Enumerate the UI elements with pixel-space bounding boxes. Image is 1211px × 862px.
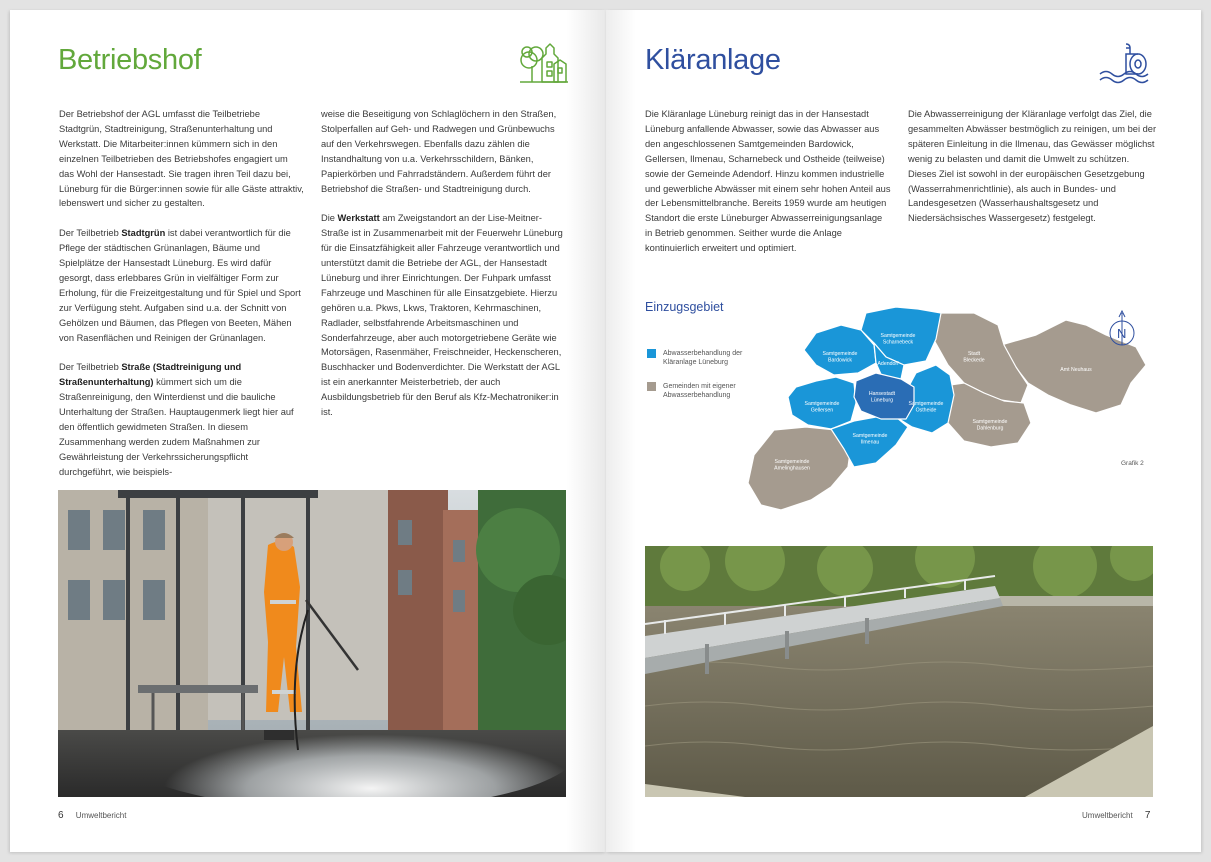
text-column-1	[59, 107, 305, 495]
catchment-map	[736, 295, 1156, 517]
map-title: Einzugsgebiet	[645, 300, 724, 314]
footer-label-right: Umweltbericht	[1082, 811, 1133, 820]
photo-treatment-basin	[645, 546, 1153, 797]
legend-label-blue: Abwasserbehandlung der Kläranlage Lüneburg	[663, 350, 743, 366]
photo-street-cleaning	[58, 490, 566, 797]
svg-text:N: N	[1117, 326, 1127, 341]
legend-label-grey: Gemeinden mit eigener Abwasserbehandlung	[663, 383, 736, 399]
paragraph-strasse: Der Teilbetrieb Straße (Stadtreinigung und Straßenunterhaltung) kümmert sich um die Straßenreinigung, den Winterdienst und die bauliche Unterhaltung der Straßen. Hauptaugenmerk liegt hier auf den öffentlich gewidmeten Straßen. In diesem Zusammenhang werden zudem Maßnahmen zur Gewährleistung der Verkehrssicherungspflicht durchgeführt, wie beispiels-	[59, 362, 294, 477]
paragraph-intro: Der Betriebshof der AGL umfasst die Teilbetriebe Stadtgrün, Stadtreinigung, Straßenunterhaltung und Werkstatt. Die Mitarbeiter:innen kümmern sich in den einzelnen Teilbetrieben des Betriebshofes engagiert um das Wohl der Hansestadt. Sie tragen ihren Teil dazu bei, Lüneburg für die Bürger:innen sowie für alle Gäste attraktiv, lebenswert und sicher zu gestalten.	[59, 109, 304, 209]
label-lueneburg: Hansestadt Lüneburg	[868, 391, 896, 404]
left-page	[10, 10, 606, 852]
paragraph-werkstatt: Die Werkstatt am Zweigstandort an der Lise-Meitner-Straße ist in Zusammenarbeit mit der Feuerwehr Lüneburg für die Einsatzfähigkeit aller Fahrzeuge verantwortlich und unterstützt damit die Betriebe der AGL, der Hansestadt Lüneburg und ihrer Einrichtungen. Der Fuhpark umfasst Fahrzeuge und Maschinen für alle Einsatzgebiete. Hierzu gehören u.a. Pkws, Lkws, Traktoren, Kehrmaschinen, Radlader, selbstfahrende Arbeitsmaschinen und Sonderfahrzeuge, aber auch motorgetriebene Geräte wie Motorsägen, Rasenmäher, Freischneider, Heckenscheren, Buschhacker und Bodenverdichter. Die Werkstatt der AGL ist ein anerkannter Meisterbetrieb, der auch Ausbildungsbetrieb für den Beruf als Kfz-Mechatroniker:in ist.	[321, 213, 563, 418]
paragraph-stadtgruen: Der Teilbetrieb Stadtgrün ist dabei verantwortlich für die Pflege der städtischen Grünanlagen, Bäume und Spielplätze der Hansestadt Lüneburg. Es wird dafür gesorgt, dass erlebbares Grün in vielfältiger Form zur Erholung, für die Freizeitgestaltung und für Spiel und Sport zur Verfügung steht. Aufgaben sind u.a. der Schnitt von Gehölzen und Bäumen, das Pflegen von Beeten, Mähen von Rasenflächen und Reinigen der Grünanlagen.	[59, 228, 301, 343]
legend-swatch-grey	[647, 382, 656, 391]
map-caption: Grafik 2	[1121, 460, 1144, 467]
footer-right	[1082, 810, 1150, 821]
legend-swatch-blue	[647, 349, 656, 358]
page-title-betriebshof: Betriebshof	[58, 44, 202, 76]
footer-label-left: Umweltbericht	[75, 811, 127, 820]
label-scharnebeck: Samtgemeinde Scharnebeck	[880, 333, 916, 346]
right-page	[606, 10, 1201, 852]
page-number-right: 7	[1144, 810, 1151, 821]
label-gellersen: Samtgemeinde Gellersen	[804, 401, 840, 414]
bold-werkstatt: Werkstatt	[337, 213, 380, 224]
text-column-2	[321, 107, 567, 435]
label-dahlenburg: Samtgemeinde Dahlenburg	[972, 419, 1008, 432]
water-pipe-icon	[1098, 42, 1156, 84]
page-title-klaeranlage: Kläranlage	[645, 44, 781, 76]
label-neuhaus: Amt Neuhaus	[1060, 367, 1092, 373]
text-column-2-right: Die Abwasserreinigung der Kläranlage verfolgt das Ziel, die gesammelten Abwässer bestmöglich zu reinigen, um bei der späteren Einleitung in die Ilmenau, das Gewässer möglichst wenig zu belasten und damit die Umwelt zu schützen. Dieses Ziel ist sowohl in der europäischen Gesetzgebung (Wasserrahmenrichtlinie), als auch in Bundes- und Landesgesetzen (Wasserhaushaltsgesetz und Niedersächsisches Wassergesetz) festgelegt.	[908, 109, 1157, 224]
label-ostheide: Samtgemeinde Ostheide	[908, 401, 944, 414]
footer-left	[58, 810, 126, 821]
label-bleckede: Stadt Bleckede	[963, 351, 985, 364]
page-number-left: 6	[58, 810, 64, 821]
paragraph-strasse-cont: weise die Beseitigung von Schlaglöchern in den Straßen, Stolperfallen auf Geh- und Radwegen und Grünbewuchs auf den Verkehrswegen. Ebenfalls dazu zählen die Instandhaltung von u.a. Verkehrsschildern, Bänken, Papierkörben und Fahrradständern. Außerdem führt der Betriebshof die Straßen- und Stadtreinigung durch.	[321, 109, 557, 194]
bold-stadtgruen: Stadtgrün	[121, 228, 166, 239]
tree-and-house-icon	[518, 40, 570, 84]
label-amelinghausen: Samtgemeinde Amelinghausen	[774, 459, 810, 472]
bold-strasse: Straße (Stadtreinigung und Straßenunterhaltung)	[59, 362, 242, 388]
text-column-1-right: Die Kläranlage Lüneburg reinigt das in der Hansestadt Lüneburg anfallende Abwasser, sowie das Abwasser aus den angeschlossenen Samtgemeinden Bardowick, Gellersen, Ilmenau, Scharnebeck und Ostheide (teilweise) sowie der Gemeinde Adendorf. Hinzu kommen industrielle und gewerbliche Abwässer mit einem sehr hohen Anteil aus der Lebensmittelbranche. Bereits 1959 wurde am heutigen Standort die erste Lüneburger Abwasserreinigungsanlage in Betrieb genommen. Seither wurde die Anlage kontinuierlich erweitert und optimiert.	[645, 109, 891, 254]
label-ilmenau: Samtgemeinde Ilmenau	[852, 433, 888, 446]
label-bardowick: Samtgemeinde Bardowick	[822, 351, 858, 364]
label-adendorf: Adendorf	[877, 361, 899, 367]
